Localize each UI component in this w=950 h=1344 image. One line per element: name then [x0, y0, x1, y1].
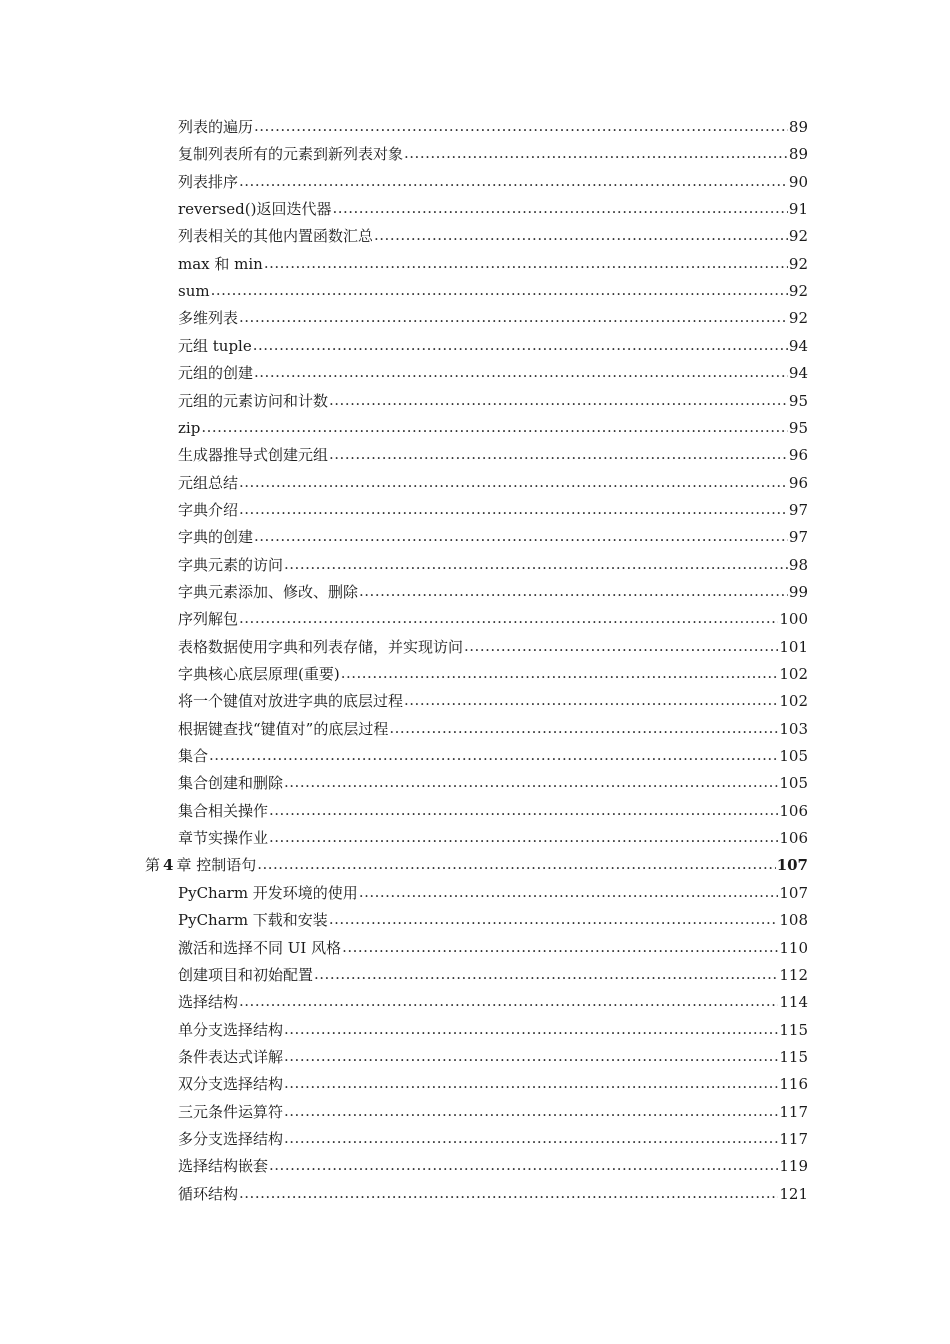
toc-entry[interactable]: [178, 416, 808, 440]
toc-entry-title: 字典介绍: [178, 500, 239, 519]
toc-dot-leader: [264, 251, 788, 275]
toc-entry-title: PyCharm 下载和安装: [178, 911, 328, 930]
toc-dot-leader: [284, 1099, 778, 1123]
toc-page-number: 108: [779, 911, 808, 930]
toc-page-number: 92: [788, 282, 808, 301]
toc-entry[interactable]: [178, 170, 808, 194]
toc-dot-leader: [359, 579, 788, 603]
toc-dot-leader: [239, 305, 788, 329]
toc-page-number: 99: [788, 582, 808, 601]
toc-dot-leader: [389, 716, 778, 740]
toc-page-number: 110: [779, 938, 808, 957]
toc-entry[interactable]: [178, 607, 808, 631]
toc-page-number: 92: [788, 227, 808, 246]
toc-entry-title: 选择结构: [178, 993, 239, 1012]
toc-dot-leader: [254, 114, 788, 138]
toc-page-number: 89: [788, 118, 808, 136]
toc-page-number: 96: [788, 446, 808, 465]
toc-page-number: 112: [779, 965, 808, 984]
toc-dot-leader: [404, 688, 778, 712]
toc-dot-leader: [201, 415, 788, 439]
toc-entry-title: 集合: [178, 747, 209, 766]
toc-entry-title: 选择结构嵌套: [178, 1157, 269, 1176]
toc-entry[interactable]: [178, 471, 808, 495]
toc-dot-leader: [329, 442, 788, 466]
toc-page-number: 92: [788, 254, 808, 273]
toc-entry-title: 三元条件运算符: [178, 1102, 284, 1121]
toc-dot-leader: [284, 1126, 778, 1150]
toc-entry[interactable]: [178, 142, 808, 166]
toc-entry[interactable]: [178, 963, 808, 987]
toc-dot-leader: [211, 278, 788, 302]
toc-entry-title: 列表的遍历: [178, 118, 254, 136]
toc-entry[interactable]: [178, 744, 808, 768]
toc-entry[interactable]: [178, 1045, 808, 1069]
toc-dot-leader: [284, 1044, 778, 1068]
toc-page-number: 101: [779, 637, 808, 656]
toc-entry-title: [145, 853, 256, 877]
toc-entry-title: 单分支选择结构: [178, 1020, 284, 1039]
toc-entry-title: 序列解包: [178, 610, 239, 629]
toc-entry[interactable]: [178, 252, 808, 276]
toc-entry-title: 元组 tuple: [178, 336, 252, 355]
toc-entry[interactable]: [178, 553, 808, 577]
toc-page-number: 102: [779, 665, 808, 683]
toc-entry-title: 元组的创建: [178, 364, 254, 383]
toc-entry-title: zip: [178, 418, 201, 437]
toc-page-number: 119: [779, 1157, 808, 1176]
toc-chapter-entry[interactable]: [145, 853, 808, 877]
toc-dot-leader: [253, 333, 788, 357]
toc-page-number: 98: [788, 555, 808, 574]
chapter-prefix: 第: [145, 856, 161, 875]
toc-dot-leader: [314, 962, 778, 986]
toc-dot-leader: [342, 935, 778, 959]
toc-entry-title: 多分支选择结构: [178, 1129, 284, 1148]
toc-dot-leader: [254, 360, 788, 384]
toc-page-number: 95: [788, 418, 808, 437]
toc-entry-title: 复制列表所有的元素到新列表对象: [178, 145, 404, 164]
toc-entry-title: 字典核心底层原理(重要): [178, 665, 340, 683]
toc-page-number: 103: [779, 719, 808, 738]
toc-entry-title: 字典元素添加、修改、删除: [178, 582, 359, 601]
toc-entry[interactable]: [178, 881, 808, 905]
toc-entry[interactable]: [178, 635, 808, 659]
toc-dot-leader: [359, 880, 779, 904]
toc-dot-leader: [239, 169, 788, 193]
toc-entry-title: PyCharm 开发环境的使用: [178, 883, 358, 902]
toc-page-number: 95: [788, 391, 808, 410]
toc-entry[interactable]: [178, 334, 808, 358]
toc-entry-title: 表格数据使用字典和列表存储，并实现访问: [178, 637, 464, 656]
toc-dot-leader: [329, 388, 788, 412]
toc-page-number: 117: [779, 1129, 808, 1148]
toc-entry[interactable]: [178, 662, 808, 686]
toc-page-number: 94: [788, 336, 808, 355]
toc-page-number: 102: [779, 692, 808, 711]
toc-page-number: 91: [788, 200, 808, 219]
toc-page-number: 116: [779, 1075, 808, 1094]
toc-dot-leader: [374, 223, 788, 247]
toc-dot-leader: [269, 825, 778, 849]
toc-dot-leader: [239, 1181, 778, 1205]
toc-entry[interactable]: [178, 1127, 808, 1151]
toc-entry-title: 列表相关的其他内置函数汇总: [178, 227, 374, 246]
toc-entry[interactable]: [178, 389, 808, 413]
toc-entry[interactable]: [178, 826, 808, 850]
toc-entry-title: 生成器推导式创建元组: [178, 446, 329, 465]
toc-dot-leader: [239, 606, 778, 630]
toc-dot-leader: [284, 552, 788, 576]
toc-dot-leader: [404, 141, 788, 165]
toc-dot-leader: [284, 1071, 778, 1095]
toc-entry[interactable]: [178, 279, 808, 303]
chapter-title: 章 控制语句: [176, 856, 257, 875]
toc-entry[interactable]: [178, 717, 808, 741]
toc-entry-title: 将一个键值对放进字典的底层过程: [178, 692, 404, 711]
toc-dot-leader: [209, 743, 778, 767]
toc-entry[interactable]: [178, 936, 808, 960]
toc-page-number: 106: [779, 829, 808, 848]
toc-page-number: 106: [779, 801, 808, 820]
toc-entry-title: 创建项目和初始配置: [178, 965, 314, 984]
toc-entry-title: 激活和选择不同 UI 风格: [178, 938, 342, 957]
chapter-number: 4: [163, 856, 174, 875]
toc-entry-title: 多维列表: [178, 309, 239, 328]
toc-dot-leader: [284, 770, 778, 794]
toc-page-number: 96: [788, 473, 808, 492]
toc-page-number: 105: [779, 774, 808, 793]
toc-entry[interactable]: [178, 580, 808, 604]
toc-page-number: 89: [788, 145, 808, 164]
toc-entry-title: 条件表达式详解: [178, 1047, 284, 1066]
toc-entry-title: 章节实操作业: [178, 829, 269, 848]
toc-page-number: 114: [779, 993, 808, 1012]
toc-dot-leader: [269, 798, 778, 822]
toc-entry[interactable]: [178, 799, 808, 823]
toc-entry-title: 双分支选择结构: [178, 1075, 284, 1094]
toc-page-number: 117: [779, 1102, 808, 1121]
toc-page-number: 90: [788, 172, 808, 191]
toc-entry[interactable]: [178, 224, 808, 248]
toc-dot-leader: [284, 1017, 778, 1041]
toc-dot-leader: [257, 852, 775, 876]
toc-entry[interactable]: [178, 1100, 808, 1124]
toc-entry-title: sum: [178, 282, 210, 301]
toc-entry[interactable]: [178, 361, 808, 385]
toc-dot-leader: [239, 989, 778, 1013]
toc-entry[interactable]: [178, 197, 808, 221]
toc-entry[interactable]: [178, 1072, 808, 1096]
toc-entry-title: 根据键查找“键值对”的底层过程: [178, 719, 389, 738]
toc-page-number: 94: [788, 364, 808, 383]
toc-entry[interactable]: [178, 771, 808, 795]
toc-entry[interactable]: [178, 525, 808, 549]
toc-dot-leader: [341, 661, 779, 685]
toc-entry[interactable]: [178, 990, 808, 1014]
toc-page-number: 100: [779, 610, 808, 629]
toc-entry-title: 元组总结: [178, 473, 239, 492]
toc-entry-title: 集合创建和删除: [178, 774, 284, 793]
toc-dot-leader: [329, 907, 779, 931]
toc-page-number: 105: [779, 747, 808, 766]
toc-dot-leader: [254, 524, 788, 548]
toc-page-number: 115: [779, 1020, 808, 1039]
toc-entry-title: 列表排序: [178, 172, 239, 191]
toc-page-number: 107: [779, 883, 808, 902]
toc-entry-title: 字典元素的访问: [178, 555, 284, 574]
toc-page-number: 107: [776, 856, 808, 875]
toc-entry-title: reversed()返回迭代器: [178, 200, 332, 219]
toc-page-number: 121: [779, 1184, 808, 1203]
toc-entry-title: 元组的元素访问和计数: [178, 391, 329, 410]
toc-page-number: 115: [779, 1047, 808, 1066]
toc-entry[interactable]: [178, 115, 808, 139]
toc-dot-leader: [464, 634, 778, 658]
toc-entry-title: 集合相关操作: [178, 801, 269, 820]
toc-entry-title: 字典的创建: [178, 528, 254, 547]
toc-entry[interactable]: [178, 908, 808, 932]
toc-entry[interactable]: [178, 1018, 808, 1042]
toc-entry[interactable]: [178, 689, 808, 713]
toc-page-number: 92: [788, 309, 808, 328]
toc-page-number: 97: [788, 500, 808, 519]
toc-dot-leader: [239, 470, 788, 494]
toc-page-number: 97: [788, 528, 808, 547]
toc-dot-leader: [269, 1153, 778, 1177]
toc-dot-leader: [332, 196, 787, 220]
toc-entry[interactable]: [178, 443, 808, 467]
toc-entry[interactable]: [178, 1182, 808, 1206]
toc-entry[interactable]: [178, 1154, 808, 1178]
toc-dot-leader: [239, 497, 788, 521]
toc-entry[interactable]: [178, 306, 808, 330]
toc-entry-title: 循环结构: [178, 1184, 239, 1203]
toc-entry[interactable]: [178, 498, 808, 522]
toc-entry-title: max 和 min: [178, 254, 263, 273]
